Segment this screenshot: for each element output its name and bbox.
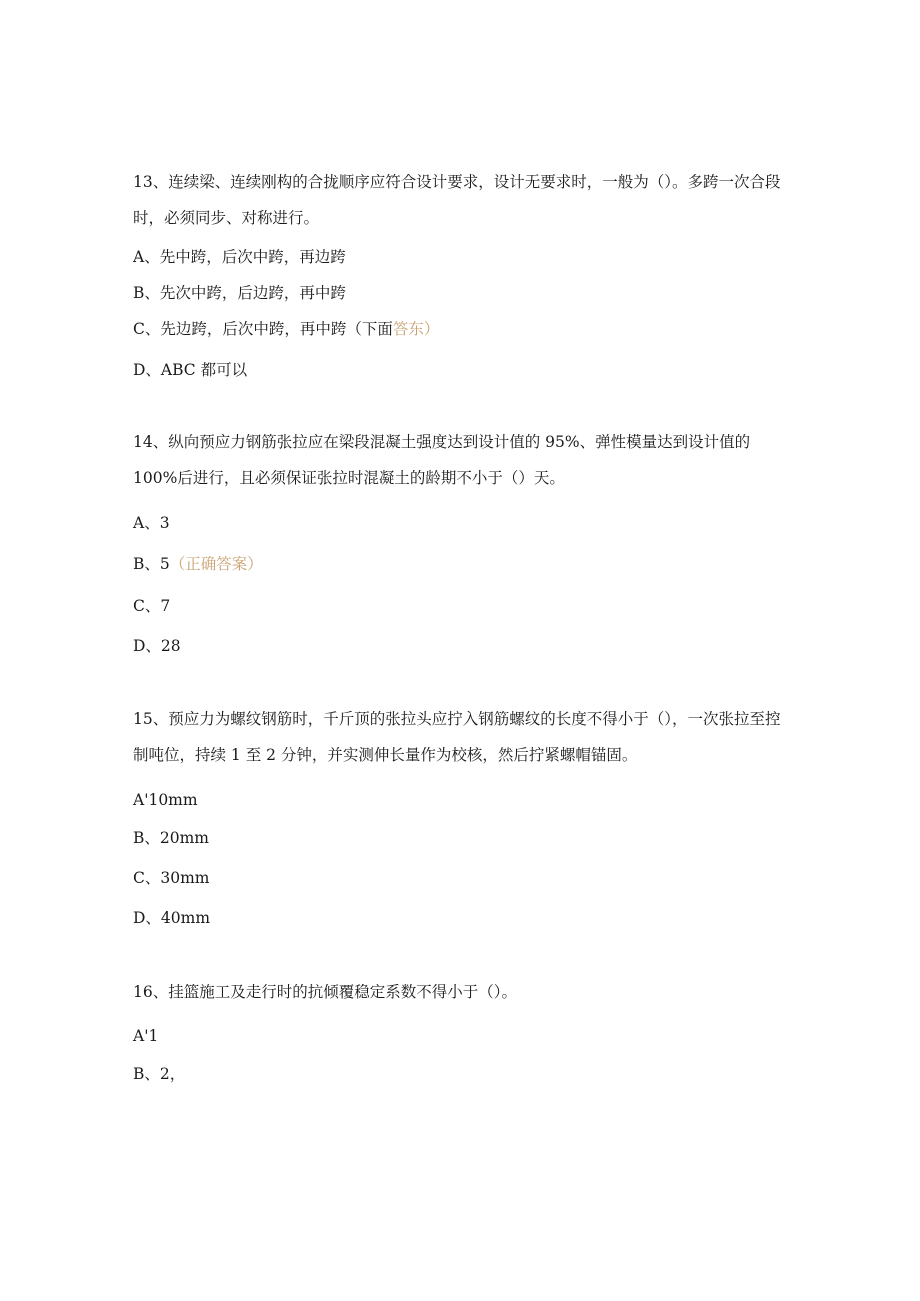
option-text: B、20mm <box>133 829 210 847</box>
question-16-option-a <box>133 1024 158 1048</box>
question-16-stem: 16、挂篮施工及走行时的抗倾覆稳定系数不得小于（）。 <box>133 983 517 1001</box>
option-text: B、先次中跨，后边跨，再中跨 <box>133 284 346 302</box>
question-15-option-a <box>133 788 198 812</box>
option-text: B、5 <box>133 555 170 573</box>
question-14-option-b <box>133 552 263 576</box>
question-14-option-a <box>133 511 170 535</box>
answer-hint: 答东） <box>392 320 440 338</box>
option-text: A'1 <box>133 1027 159 1045</box>
question-13-option-d <box>133 358 247 382</box>
question-15-option-b <box>133 826 209 850</box>
question-13-option-a <box>133 245 346 269</box>
option-text: D、28 <box>133 637 181 655</box>
option-text: B、2， <box>133 1065 186 1083</box>
option-text: D、ABC 都可以 <box>133 361 248 379</box>
question-15-option-d <box>133 906 210 930</box>
answer-hint: （正确答案） <box>169 555 263 573</box>
question-14-stem: 14、纵向预应力钢筋张拉应在梁段混凝土强度达到设计值的 95%、弹性模量达到设计值的 100%后进行，且必须保证张拉时混凝土的龄期不小于（）天。 <box>133 433 751 487</box>
option-text: C、7 <box>133 597 171 615</box>
option-text: D、40mm <box>133 909 211 927</box>
question-14-option-c <box>133 594 170 618</box>
option-text: C、先边跨，后次中跨，再中跨（下面 <box>133 320 393 338</box>
question-14-option-d <box>133 634 181 658</box>
option-text: A、3 <box>133 514 170 532</box>
question-16-option-b <box>133 1062 185 1086</box>
option-text: A、先中跨，后次中跨，再边跨 <box>133 248 346 266</box>
question-15-option-c <box>133 866 209 890</box>
option-text: A'10mm <box>133 791 198 809</box>
question-15-stem: 15、预应力为螺纹钢筋时，千斤顶的张拉头应拧入钢筋螺纹的长度不得小于（），一次张拉至控制吨位，持续 1 至 2 分钟，并实测伸长量作为校核，然后拧紧螺帽锚固。 <box>133 710 781 764</box>
option-text: C、30mm <box>133 869 210 887</box>
question-13-stem: 13、连续梁、连续刚构的合拢顺序应符合设计要求，设计无要求时，一般为（）。多跨一次合段时，必须同步、对称进行。 <box>133 173 781 227</box>
question-13-option-c <box>133 317 439 341</box>
question-13-option-b <box>133 281 346 305</box>
